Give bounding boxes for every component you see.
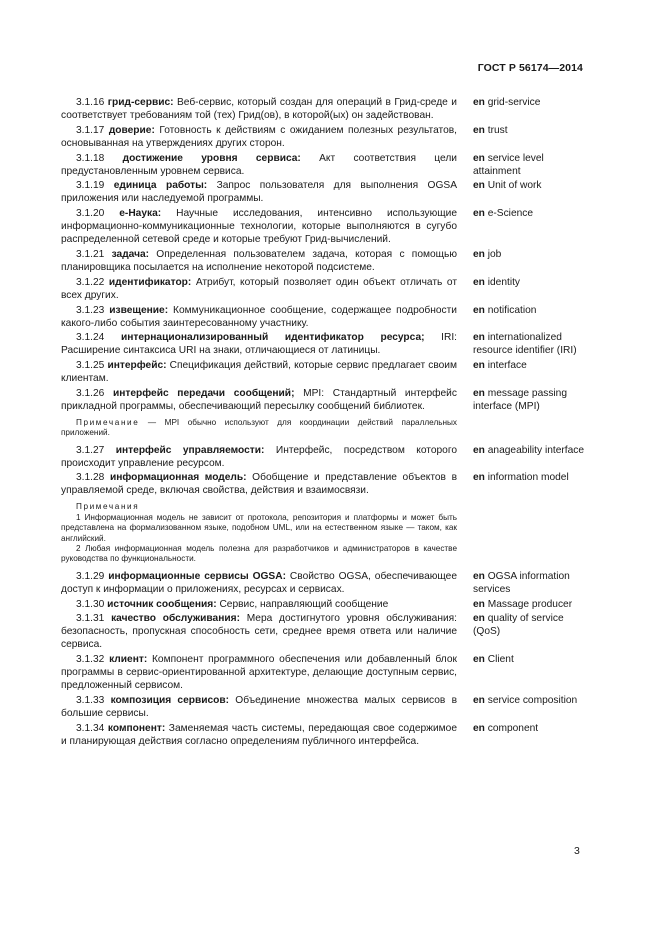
en-term: identity <box>487 276 521 288</box>
en-prefix: en <box>473 180 485 192</box>
english-equivalent <box>473 445 588 471</box>
term-entry <box>61 208 588 247</box>
term-definition <box>61 360 457 386</box>
term-body: Научные исследования, интенсивно использующие информационно-коммуникационные технологии, которые выполняются в сугубо распределенной сетевой среде и которые требуют Грид-вычислений. <box>61 208 457 246</box>
note-label: Примечание <box>76 417 140 427</box>
term-body: MPI: Стандартный интерфейс прикладной программы, обеспечивающий пересылку сообщений библиотек. <box>61 388 457 412</box>
english-equivalent <box>473 332 588 358</box>
term-definition <box>61 472 457 498</box>
term-number: 3.1.25 <box>76 360 105 372</box>
english-equivalent <box>473 654 588 693</box>
term-body: IRI: Расширение синтаксиса URI на знаки, отличающиеся от латиницы. <box>61 332 457 357</box>
term-number: 3.1.20 <box>76 208 105 220</box>
en-term: Unit of work <box>487 180 542 192</box>
term-definition <box>61 571 457 597</box>
term-entry <box>61 599 588 612</box>
term-body: Свойство OGSA, обеспечивающее доступ к информации о приложениях, ресурсах и сервисах. <box>61 570 457 595</box>
english-equivalent <box>473 388 588 414</box>
term-entry <box>61 305 588 331</box>
term-definition <box>61 654 457 693</box>
english-equivalent <box>473 305 588 331</box>
term-entry <box>61 613 588 652</box>
english-equivalent <box>473 472 588 498</box>
term-number: 3.1.22 <box>76 276 105 288</box>
term-body: Объединение множества малых сервисов в большие сервисы. <box>61 694 457 719</box>
en-prefix: en <box>473 332 485 344</box>
en-term: OGSA information services <box>473 570 570 595</box>
en-prefix: en <box>473 248 485 260</box>
en-prefix: en <box>473 388 485 400</box>
en-prefix: en <box>473 304 485 316</box>
standard-designation: ГОСТ Р 56174—2014 <box>477 62 583 74</box>
en-term: quality of service (QoS) <box>473 613 564 638</box>
term-name: интерфейс передачи сообщений; <box>112 388 295 400</box>
term-body: Компонент программного обеспечения или добавленный блок программы в сервис-ориентированной архитектуре, делающие доступным сервис, предложенный сервисом. <box>61 654 457 691</box>
term-definition <box>61 305 457 331</box>
english-equivalent <box>473 277 588 303</box>
english-equivalent <box>473 360 588 386</box>
term-definition <box>61 153 457 179</box>
en-term: service composition <box>487 694 578 706</box>
term-body: Коммуникационное сообщение, содержащее подробности какого-либо события заинтересованному участнику. <box>61 304 457 329</box>
en-prefix: en <box>473 124 485 136</box>
english-equivalent <box>473 97 588 123</box>
term-body: Запрос пользователя для выполнения OGSA приложения или наследуемой программы. <box>61 180 457 205</box>
term-name: достижение уровня сервиса: <box>122 152 301 164</box>
term-entry <box>61 723 588 749</box>
term-body: Сервис, направляющий сообщение <box>216 598 389 610</box>
english-equivalent <box>473 208 588 247</box>
term-name: грид-сервис: <box>107 97 174 108</box>
term-number: 3.1.18 <box>76 152 105 164</box>
term-entry <box>61 695 588 721</box>
term-body: Веб-сервис, который создан для операций в Грид-среде и соответствует требованиям той (тех) Грид(ов), в которой(ых) он задействован. <box>61 97 457 121</box>
english-equivalent <box>473 180 588 206</box>
terms-list <box>61 97 588 751</box>
term-entry <box>61 332 588 358</box>
term-definition <box>61 599 457 612</box>
en-term: anageability interface <box>487 444 585 456</box>
term-entry <box>61 125 588 151</box>
term-number: 3.1.23 <box>76 304 105 316</box>
page-number: 3 <box>574 845 580 857</box>
term-number: 3.1.26 <box>76 388 105 400</box>
en-term: Client <box>487 654 514 666</box>
term-name: информационные сервисы OGSA: <box>108 570 286 582</box>
term-body: Мера достигнутого уровня обслуживания: безопасность, пропускная способность сети, среднее время ответа или наличие сервиса. <box>61 613 457 651</box>
term-definition <box>61 723 457 749</box>
term-number: 3.1.31 <box>76 613 105 625</box>
term-name: источник сообщения: <box>107 598 217 610</box>
term-body: Акт соответствия цели предустановленным уровнем сервиса. <box>61 152 457 177</box>
term-number: 3.1.27 <box>76 444 105 456</box>
en-term: component <box>487 722 539 734</box>
term-number: 3.1.19 <box>76 180 105 192</box>
notes-label: Примечания <box>76 502 140 512</box>
term-entry <box>61 654 588 693</box>
english-equivalent <box>473 723 588 749</box>
term-number: 3.1.17 <box>76 124 105 136</box>
english-equivalent <box>473 599 588 612</box>
term-name: задача: <box>111 248 150 260</box>
term-name: интерфейс: <box>107 360 167 372</box>
term-entry <box>61 571 588 597</box>
term-definition <box>61 277 457 303</box>
en-term: service level attainment <box>473 152 544 177</box>
term-definition <box>61 249 457 275</box>
term-name: извещение: <box>109 304 169 316</box>
en-term: job <box>487 248 502 260</box>
term-number: 3.1.33 <box>76 694 105 706</box>
en-term: grid-service <box>487 97 541 108</box>
term-definition <box>61 388 457 414</box>
term-number: 3.1.16 <box>76 97 105 108</box>
term-name: клиент: <box>109 654 148 666</box>
en-term: information model <box>487 472 569 484</box>
term-number: 3.1.29 <box>76 570 105 582</box>
terms-group-1 <box>61 97 588 414</box>
term-name: е-Наука: <box>119 208 162 220</box>
en-prefix: en <box>473 472 485 484</box>
en-prefix: en <box>473 694 485 706</box>
en-prefix: en <box>473 613 485 625</box>
term-body: Обобщение и представление объектов в управляемой среде, включая свойства, действия и взаимосвязи. <box>61 472 457 497</box>
en-prefix: en <box>473 97 485 108</box>
terms-group-3 <box>61 571 588 749</box>
english-equivalent <box>473 249 588 275</box>
term-entry <box>61 249 588 275</box>
term-name: доверие: <box>108 124 155 136</box>
term-definition <box>61 332 457 358</box>
term-definition <box>61 180 457 206</box>
en-term: trust <box>487 124 508 136</box>
english-equivalent <box>473 125 588 151</box>
en-prefix: en <box>473 276 485 288</box>
term-definition <box>61 445 457 471</box>
term-number: 3.1.24 <box>76 332 105 344</box>
term-entry <box>61 445 588 471</box>
term-entry <box>61 97 588 123</box>
en-term: interface <box>487 360 527 372</box>
term-name: идентификатор: <box>108 276 192 288</box>
term-name: качество обслуживания: <box>111 613 240 625</box>
term-body: Заменяемая часть системы, передающая свое содержимое и планирующая действия согласно определениям публичного интерфейса. <box>61 722 457 747</box>
en-prefix: en <box>473 444 485 456</box>
english-equivalent <box>473 571 588 597</box>
en-prefix: en <box>473 654 485 666</box>
en-term: notification <box>487 304 537 316</box>
term-name: единица работы: <box>113 180 208 192</box>
note-item-1: 1 Информационная модель не зависит от протокола, репозитория и платформы и может быть представлена на формализованном языке, подобном UML, или на естественном языке — таком, как английский. <box>61 512 457 543</box>
term-body: Атрибут, который позволяет один объект отличать от всех других. <box>61 276 457 301</box>
en-prefix: en <box>473 360 485 372</box>
term-definition <box>61 695 457 721</box>
en-prefix: en <box>473 208 485 220</box>
term-entry <box>61 472 588 498</box>
term-definition <box>61 97 457 123</box>
english-equivalent <box>473 613 588 652</box>
term-entry <box>61 277 588 303</box>
en-term: e-Science <box>487 208 534 220</box>
en-prefix: en <box>473 570 485 582</box>
notes-information-model <box>61 502 457 564</box>
term-number: 3.1.21 <box>76 248 105 260</box>
term-name: информационная модель: <box>109 472 247 484</box>
term-entry <box>61 153 588 179</box>
terms-group-2 <box>61 445 588 499</box>
term-definition <box>61 125 457 151</box>
term-name: интернационализированный идентификатор ресурса; <box>120 332 425 344</box>
term-name: интерфейс управляемости: <box>115 444 265 456</box>
term-definition <box>61 613 457 652</box>
term-entry <box>61 180 588 206</box>
term-name: композиция сервисов: <box>110 694 230 706</box>
en-prefix: en <box>473 152 485 164</box>
term-body: Определенная пользователем задача, которая с помощью планировщика посылается на исполнение некоторой подсистеме. <box>61 248 457 273</box>
term-body: Готовность к действиям с ожиданием полезных результатов, основыванная на утверждениях других сторон. <box>61 124 457 149</box>
term-number: 3.1.34 <box>76 722 105 734</box>
term-number: 3.1.30 <box>76 598 105 610</box>
term-number: 3.1.28 <box>76 472 105 484</box>
en-term: internationalized resource identifier (IRI) <box>473 332 577 357</box>
note-text: — MPI обычно используют для координации действий параллельных приложений. <box>61 417 457 438</box>
term-body: Спецификация действий, которые сервис предлагает своим клиентам. <box>61 360 457 385</box>
term-name: компонент: <box>107 722 166 734</box>
term-entry <box>61 388 588 414</box>
en-term: Massage producer <box>487 598 573 610</box>
en-term: message passing interface (MPI) <box>473 388 568 412</box>
en-prefix: en <box>473 722 485 734</box>
term-number: 3.1.32 <box>76 654 105 666</box>
en-prefix: en <box>473 598 485 610</box>
term-definition <box>61 208 457 247</box>
english-equivalent <box>473 695 588 721</box>
english-equivalent <box>473 153 588 179</box>
term-body: Интерфейс, посредством которого происходит управление ресурсом. <box>61 444 457 469</box>
term-entry <box>61 360 588 386</box>
note-mpi <box>61 418 457 439</box>
note-item-2: 2 Любая информационная модель полезна для разработчиков и администраторов в качестве руководства по функциональности. <box>61 543 457 564</box>
